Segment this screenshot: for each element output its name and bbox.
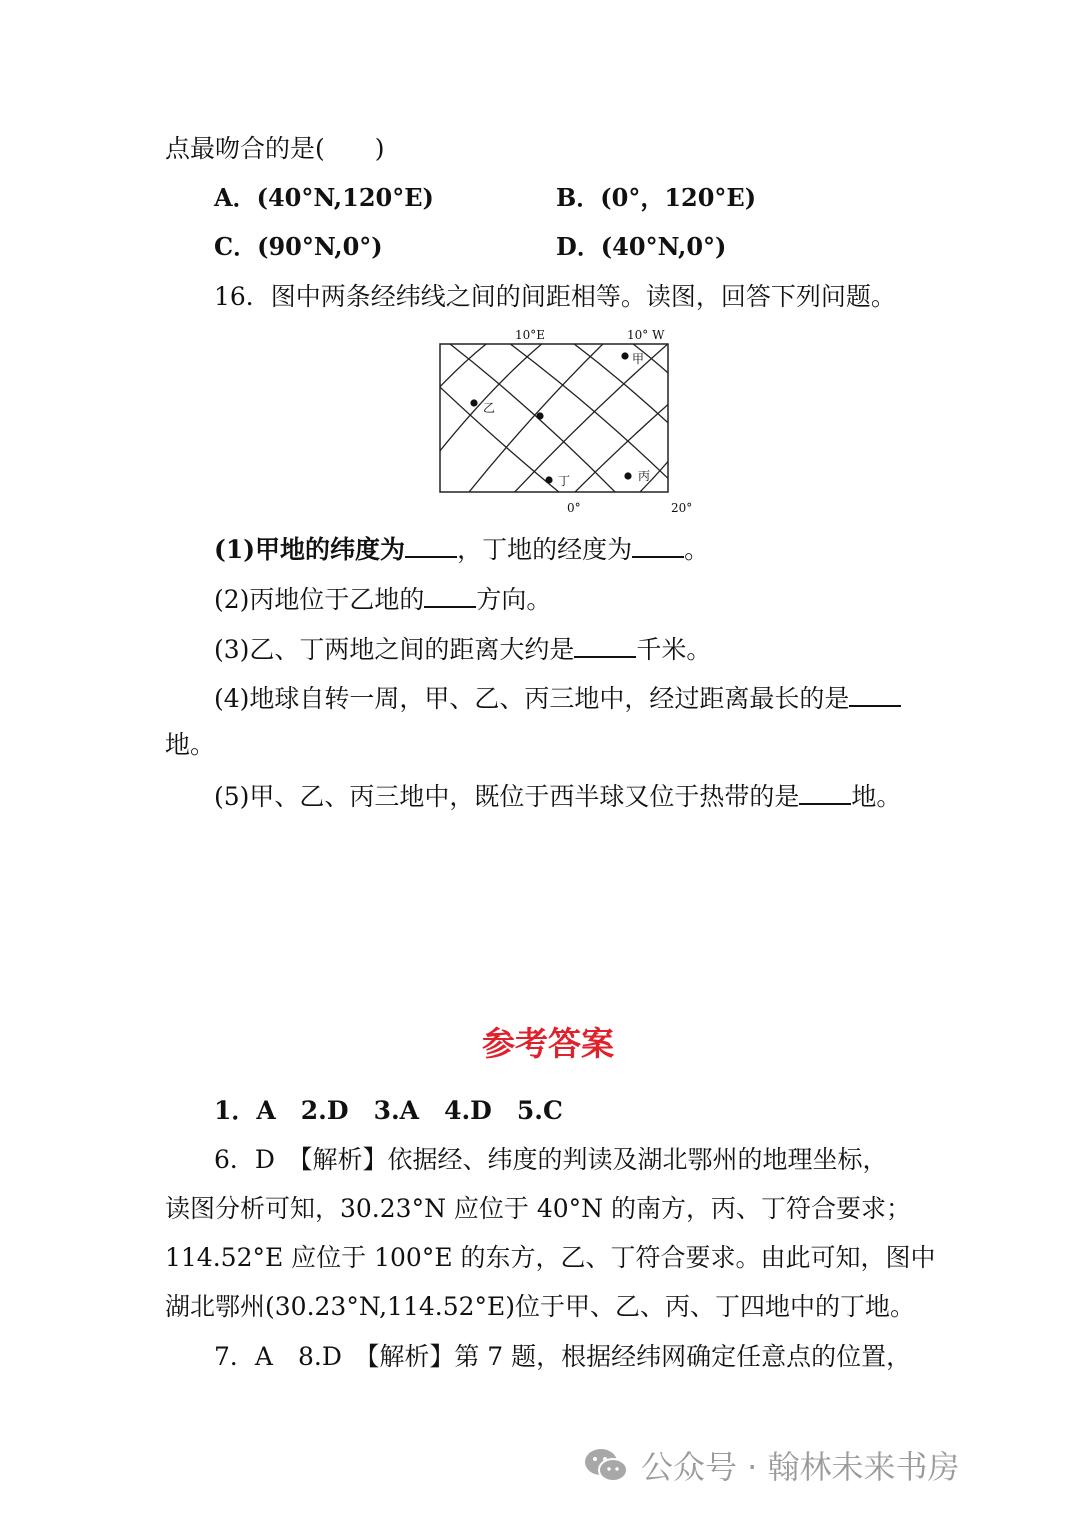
q16-sub3 [214,630,711,667]
q15-option-a: A．(40°N,120°E) [214,183,434,212]
meridian-line [505,340,680,490]
answers-title: 参考答案 [482,1024,614,1063]
q16-sub4 [214,679,901,716]
answer-blank[interactable] [849,679,901,707]
q16-stem: 16．图中两条经纬线之间的间距相等。读图，回答下列问题。 [214,282,896,311]
lon-label-bottom-right: 20° [671,501,693,515]
answer-6-line-3: 114.52°E 应位于 100°E 的东方，乙、丁符合要求。由此可知，图中 [165,1243,936,1272]
wechat-watermark [583,1440,960,1490]
point-label-ding: 丁 [558,474,571,488]
answers-line-1: 1．A 2.D 3.A 4.D 5.C [214,1096,563,1125]
lon-label-bottom-left: 0° [567,501,581,515]
parallel-line [570,394,680,497]
q16-sub2 [214,580,551,617]
point-label-yi: 乙 [483,401,496,415]
lon-label-top-right: 10° W [627,328,665,342]
q16-sub1-text-a: (1)甲地的纬度为 [214,535,406,564]
answer-blank[interactable] [424,580,476,608]
point-yi [470,399,477,406]
q15-stem-tail: 点最吻合的是( ) [165,134,385,163]
answer-blank[interactable] [405,530,457,558]
q16-sub5-text-a: (5)甲、乙、丙三地中，既位于西半球又位于热带的是 [214,782,800,811]
watermark-text: 公众号 · 翰林未来书房 [641,1448,960,1486]
lon-label-top-left: 10°E [515,328,546,342]
q16-sub3-text-b: 千米。 [636,635,712,664]
q16-sub2-text-a: (2)丙地位于乙地的 [214,585,425,614]
point-ding [545,476,552,483]
parallel-line [435,337,550,457]
q16-sub5 [214,777,901,814]
point-label-jia: 甲 [632,352,645,366]
answer-6-line-4: 湖北鄂州(30.23°N,114.52°E)位于甲、乙、丙、丁四地中的丁地。 [165,1292,916,1321]
q16-sub1 [214,530,709,567]
q16-sub1-text-c: 。 [684,535,710,564]
point-jia [621,352,628,359]
q16-sub3-text-a: (3)乙、丁两地之间的距离大约是 [214,635,575,664]
q16-sub1-text-b: ，丁地的经度为 [457,535,633,564]
parallel-line [435,337,495,392]
answer-6-line-2: 读图分析可知，30.23°N 应位于 40°N 的南方，丙、丁符合要求； [165,1194,911,1223]
answer-blank[interactable] [574,630,636,658]
q16-sub4-text-a: (4)地球自转一周，甲、乙、丙三地中，经过距离最长的是 [214,684,850,713]
answer-blank[interactable] [632,530,684,558]
graticule-map [425,322,705,517]
answer-6-line-1: 6．D 【解析】依据经、纬度的判读及湖北鄂州的地理坐标， [214,1145,888,1174]
point-label-bing: 丙 [638,469,651,483]
q15-option-b: B．(0°，120°E) [556,183,757,212]
wechat-icon [583,1445,629,1485]
q16-sub5-text-b: 地。 [851,782,902,811]
meridian-line [425,344,565,497]
q16-sub4-cont: 地。 [165,730,216,759]
q15-option-c: C．(90°N,0°) [214,232,383,261]
answer-blank[interactable] [799,777,851,805]
q16-sub2-text-b: 方向。 [476,585,552,614]
q15-option-d: D．(40°N,0°) [556,232,727,261]
point-bing [624,472,631,479]
answer-7-line-1: 7．A 8.D 【解析】第 7 题，根据经纬网确定任意点的位置， [214,1342,912,1371]
point-center [536,412,543,419]
